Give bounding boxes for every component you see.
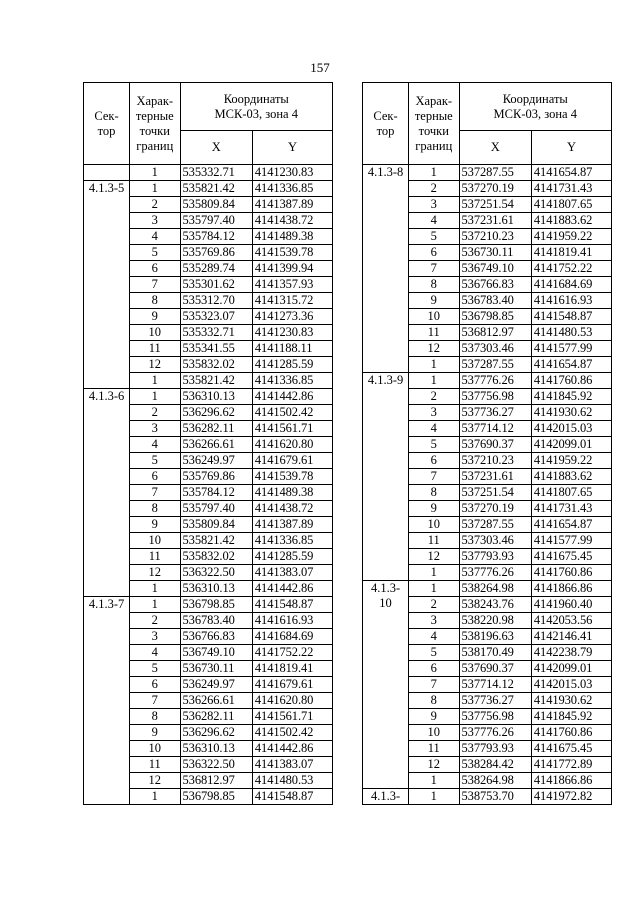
x-cell: 536310.13: [180, 741, 252, 757]
sector-cell: 4.1.3-7: [84, 597, 130, 805]
point-cell: 1: [130, 165, 180, 181]
x-cell: 535809.84: [180, 517, 252, 533]
point-cell: 3: [409, 613, 459, 629]
y-cell: 4142015.03: [531, 677, 611, 693]
point-cell: 8: [130, 709, 180, 725]
point-cell: 6: [130, 677, 180, 693]
y-cell: 4141620.80: [252, 693, 332, 709]
header-x: X: [180, 131, 252, 165]
header-points: Харак- терные точки границ: [409, 83, 459, 165]
y-cell: 4142238.79: [531, 645, 611, 661]
point-cell: 10: [130, 741, 180, 757]
point-cell: 12: [130, 773, 180, 789]
point-cell: 7: [409, 261, 459, 277]
x-cell: 535784.12: [180, 485, 252, 501]
point-cell: 4: [409, 213, 459, 229]
x-cell: 537793.93: [459, 741, 531, 757]
point-cell: 7: [409, 469, 459, 485]
x-cell: 538284.42: [459, 757, 531, 773]
y-cell: 4141577.99: [531, 533, 611, 549]
sector-cell: 4.1.3- 10: [363, 581, 409, 789]
y-cell: 4141731.43: [531, 501, 611, 517]
y-cell: 4141959.22: [531, 229, 611, 245]
y-cell: 4141315.72: [252, 293, 332, 309]
point-cell: 11: [130, 549, 180, 565]
x-cell: 536310.13: [180, 581, 252, 597]
point-cell: 8: [409, 277, 459, 293]
x-cell: 536783.40: [459, 293, 531, 309]
x-cell: 537251.54: [459, 485, 531, 501]
point-cell: 1: [409, 373, 459, 389]
y-cell: 4141930.62: [531, 693, 611, 709]
x-cell: 537690.37: [459, 661, 531, 677]
x-cell: 537210.23: [459, 229, 531, 245]
point-cell: 12: [409, 341, 459, 357]
point-cell: 3: [130, 213, 180, 229]
table-row: [84, 181, 333, 197]
point-cell: 1: [409, 581, 459, 597]
point-cell: 6: [409, 245, 459, 261]
point-cell: 5: [409, 645, 459, 661]
point-cell: 8: [130, 293, 180, 309]
page-number: 157: [310, 60, 330, 75]
x-cell: 535821.42: [180, 181, 252, 197]
x-cell: 535323.07: [180, 309, 252, 325]
x-cell: 535341.55: [180, 341, 252, 357]
table-row: [84, 165, 333, 181]
point-cell: 1: [409, 789, 459, 805]
x-cell: 535332.71: [180, 325, 252, 341]
x-cell: 535809.84: [180, 197, 252, 213]
point-cell: 2: [130, 613, 180, 629]
x-cell: 536766.83: [180, 629, 252, 645]
x-cell: 536322.50: [180, 565, 252, 581]
x-cell: 537303.46: [459, 341, 531, 357]
y-cell: 4141760.86: [531, 725, 611, 741]
point-cell: 8: [130, 501, 180, 517]
x-cell: 535769.86: [180, 469, 252, 485]
point-cell: 7: [130, 693, 180, 709]
point-cell: 5: [409, 229, 459, 245]
y-cell: 4141188.11: [252, 341, 332, 357]
sector-cell: 4.1.3-6: [84, 389, 130, 597]
x-cell: 536730.11: [459, 245, 531, 261]
point-cell: 3: [130, 421, 180, 437]
header-x: X: [459, 131, 531, 165]
x-cell: 537736.27: [459, 693, 531, 709]
y-cell: 4141489.38: [252, 229, 332, 245]
x-cell: 535769.86: [180, 245, 252, 261]
header-sector: Сек- тор: [363, 83, 409, 165]
point-cell: 4: [409, 629, 459, 645]
point-cell: 8: [409, 693, 459, 709]
table-row: [84, 597, 333, 613]
y-cell: 4141285.59: [252, 549, 332, 565]
x-cell: 536282.11: [180, 421, 252, 437]
sector-cell: 4.1.3-: [363, 789, 409, 805]
y-cell: 4141616.93: [531, 293, 611, 309]
point-cell: 1: [130, 389, 180, 405]
point-cell: 5: [130, 245, 180, 261]
y-cell: 4141654.87: [531, 357, 611, 373]
x-cell: 536249.97: [180, 453, 252, 469]
x-cell: 536296.62: [180, 405, 252, 421]
y-cell: 4141502.42: [252, 405, 332, 421]
header-points: Харак- терные точки границ: [130, 83, 180, 165]
table-row: [363, 581, 612, 597]
x-cell: 538264.98: [459, 773, 531, 789]
y-cell: 4141883.62: [531, 469, 611, 485]
point-cell: 11: [409, 741, 459, 757]
x-cell: 537270.19: [459, 181, 531, 197]
x-cell: 537210.23: [459, 453, 531, 469]
point-cell: 5: [409, 437, 459, 453]
sector-cell: 4.1.3-8: [363, 165, 409, 373]
y-cell: 4141819.41: [252, 661, 332, 677]
y-cell: 4141561.71: [252, 421, 332, 437]
y-cell: 4141399.94: [252, 261, 332, 277]
point-cell: 11: [409, 325, 459, 341]
point-cell: 10: [409, 517, 459, 533]
point-cell: 1: [130, 181, 180, 197]
point-cell: 1: [130, 789, 180, 805]
point-cell: 3: [409, 197, 459, 213]
y-cell: 4141442.86: [252, 389, 332, 405]
point-cell: 5: [130, 453, 180, 469]
x-cell: 536310.13: [180, 389, 252, 405]
y-cell: 4141866.86: [531, 773, 611, 789]
y-cell: 4142053.56: [531, 613, 611, 629]
point-cell: 2: [130, 405, 180, 421]
y-cell: 4141959.22: [531, 453, 611, 469]
y-cell: 4141480.53: [252, 773, 332, 789]
y-cell: 4141357.93: [252, 277, 332, 293]
x-cell: 537776.26: [459, 373, 531, 389]
x-cell: 537287.55: [459, 357, 531, 373]
y-cell: 4141548.87: [252, 789, 332, 805]
y-cell: 4141383.07: [252, 757, 332, 773]
y-cell: 4141654.87: [531, 517, 611, 533]
point-cell: 12: [130, 565, 180, 581]
x-cell: 535797.40: [180, 501, 252, 517]
y-cell: 4141819.41: [531, 245, 611, 261]
header-sector: Сек- тор: [84, 83, 130, 165]
x-cell: 535301.62: [180, 277, 252, 293]
point-cell: 3: [409, 405, 459, 421]
y-cell: 4142099.01: [531, 437, 611, 453]
y-cell: 4141845.92: [531, 709, 611, 725]
x-cell: 538196.63: [459, 629, 531, 645]
y-cell: 4141930.62: [531, 405, 611, 421]
y-cell: 4141752.22: [252, 645, 332, 661]
point-cell: 4: [130, 229, 180, 245]
table-row: [363, 373, 612, 389]
table-row: [84, 389, 333, 405]
y-cell: 4141442.86: [252, 741, 332, 757]
y-cell: 4141752.22: [531, 261, 611, 277]
y-cell: 4141230.83: [252, 325, 332, 341]
x-cell: 535821.42: [180, 533, 252, 549]
x-cell: 537287.55: [459, 165, 531, 181]
x-cell: 536783.40: [180, 613, 252, 629]
y-cell: 4141760.86: [531, 565, 611, 581]
y-cell: 4141577.99: [531, 341, 611, 357]
y-cell: 4141654.87: [531, 165, 611, 181]
y-cell: 4142099.01: [531, 661, 611, 677]
point-cell: 2: [409, 389, 459, 405]
header-coords: Координаты МСК-03, зона 4: [459, 83, 611, 131]
y-cell: 4141760.86: [531, 373, 611, 389]
y-cell: 4142146.41: [531, 629, 611, 645]
y-cell: 4141620.80: [252, 437, 332, 453]
x-cell: 537231.61: [459, 469, 531, 485]
point-cell: 4: [409, 421, 459, 437]
y-cell: 4142015.03: [531, 421, 611, 437]
point-cell: 4: [130, 645, 180, 661]
coordinates-table-right: [362, 82, 612, 805]
x-cell: 538753.70: [459, 789, 531, 805]
x-cell: 536749.10: [180, 645, 252, 661]
point-cell: 9: [409, 501, 459, 517]
x-cell: 536296.62: [180, 725, 252, 741]
y-cell: 4141502.42: [252, 725, 332, 741]
header-y: Y: [252, 131, 332, 165]
header-coords: Координаты МСК-03, зона 4: [180, 83, 332, 131]
x-cell: 537776.26: [459, 725, 531, 741]
point-cell: 11: [130, 341, 180, 357]
point-cell: 10: [130, 325, 180, 341]
point-cell: 7: [409, 677, 459, 693]
coordinates-table-left: [83, 82, 333, 805]
y-cell: 4141684.69: [252, 629, 332, 645]
y-cell: 4141548.87: [531, 309, 611, 325]
y-cell: 4141480.53: [531, 325, 611, 341]
point-cell: 9: [130, 725, 180, 741]
y-cell: 4141383.07: [252, 565, 332, 581]
y-cell: 4141866.86: [531, 581, 611, 597]
x-cell: 535312.70: [180, 293, 252, 309]
point-cell: 5: [130, 661, 180, 677]
x-cell: 535797.40: [180, 213, 252, 229]
point-cell: 2: [409, 597, 459, 613]
y-cell: 4141675.45: [531, 549, 611, 565]
point-cell: 6: [409, 453, 459, 469]
x-cell: 536798.85: [180, 597, 252, 613]
point-cell: 6: [409, 661, 459, 677]
point-cell: 1: [409, 357, 459, 373]
point-cell: 9: [409, 709, 459, 725]
point-cell: 10: [130, 533, 180, 549]
x-cell: 536730.11: [180, 661, 252, 677]
y-cell: 4141679.61: [252, 677, 332, 693]
table-row: [363, 165, 612, 181]
sector-cell: 4.1.3-9: [363, 373, 409, 581]
point-cell: 1: [130, 597, 180, 613]
x-cell: 536266.61: [180, 693, 252, 709]
y-cell: 4141489.38: [252, 485, 332, 501]
y-cell: 4141336.85: [252, 533, 332, 549]
x-cell: 537793.93: [459, 549, 531, 565]
point-cell: 11: [409, 533, 459, 549]
point-cell: 11: [130, 757, 180, 773]
x-cell: 536266.61: [180, 437, 252, 453]
sector-cell: [84, 165, 130, 181]
x-cell: 535784.12: [180, 229, 252, 245]
x-cell: 535832.02: [180, 357, 252, 373]
y-cell: 4141336.85: [252, 181, 332, 197]
x-cell: 535832.02: [180, 549, 252, 565]
x-cell: 536322.50: [180, 757, 252, 773]
y-cell: 4141684.69: [531, 277, 611, 293]
x-cell: 538264.98: [459, 581, 531, 597]
y-cell: 4141548.87: [252, 597, 332, 613]
y-cell: 4141438.72: [252, 213, 332, 229]
x-cell: 537736.27: [459, 405, 531, 421]
x-cell: 537714.12: [459, 677, 531, 693]
x-cell: 536766.83: [459, 277, 531, 293]
point-cell: 6: [130, 261, 180, 277]
y-cell: 4141285.59: [252, 357, 332, 373]
x-cell: 535289.74: [180, 261, 252, 277]
y-cell: 4141807.65: [531, 485, 611, 501]
y-cell: 4141442.86: [252, 581, 332, 597]
point-cell: 2: [409, 181, 459, 197]
x-cell: 537251.54: [459, 197, 531, 213]
x-cell: 536798.85: [180, 789, 252, 805]
y-cell: 4141539.78: [252, 245, 332, 261]
table-row: [363, 789, 612, 805]
point-cell: 2: [130, 197, 180, 213]
point-cell: 8: [409, 485, 459, 501]
y-cell: 4141675.45: [531, 741, 611, 757]
point-cell: 1: [130, 373, 180, 389]
point-cell: 4: [130, 437, 180, 453]
y-cell: 4141731.43: [531, 181, 611, 197]
y-cell: 4141679.61: [252, 453, 332, 469]
point-cell: 1: [409, 165, 459, 181]
y-cell: 4141616.93: [252, 613, 332, 629]
x-cell: 538220.98: [459, 613, 531, 629]
point-cell: 10: [409, 725, 459, 741]
y-cell: 4141807.65: [531, 197, 611, 213]
point-cell: 1: [409, 565, 459, 581]
point-cell: 9: [409, 293, 459, 309]
point-cell: 12: [409, 757, 459, 773]
y-cell: 4141972.82: [531, 789, 611, 805]
x-cell: 537303.46: [459, 533, 531, 549]
x-cell: 536812.97: [459, 325, 531, 341]
y-cell: 4141387.89: [252, 517, 332, 533]
x-cell: 537756.98: [459, 389, 531, 405]
x-cell: 538243.76: [459, 597, 531, 613]
y-cell: 4141772.89: [531, 757, 611, 773]
point-cell: 9: [130, 309, 180, 325]
point-cell: 3: [130, 629, 180, 645]
point-cell: 12: [130, 357, 180, 373]
x-cell: 536812.97: [180, 773, 252, 789]
y-cell: 4141273.36: [252, 309, 332, 325]
y-cell: 4141845.92: [531, 389, 611, 405]
y-cell: 4141883.62: [531, 213, 611, 229]
x-cell: 537714.12: [459, 421, 531, 437]
point-cell: 7: [130, 485, 180, 501]
point-cell: 1: [130, 581, 180, 597]
point-cell: 1: [409, 773, 459, 789]
y-cell: 4141960.40: [531, 597, 611, 613]
x-cell: 537776.26: [459, 565, 531, 581]
x-cell: 537287.55: [459, 517, 531, 533]
y-cell: 4141438.72: [252, 501, 332, 517]
x-cell: 536249.97: [180, 677, 252, 693]
x-cell: 538170.49: [459, 645, 531, 661]
x-cell: 537270.19: [459, 501, 531, 517]
y-cell: 4141561.71: [252, 709, 332, 725]
point-cell: 9: [130, 517, 180, 533]
x-cell: 537690.37: [459, 437, 531, 453]
x-cell: 537231.61: [459, 213, 531, 229]
point-cell: 6: [130, 469, 180, 485]
point-cell: 7: [130, 277, 180, 293]
x-cell: 536749.10: [459, 261, 531, 277]
x-cell: 536282.11: [180, 709, 252, 725]
header-y: Y: [531, 131, 611, 165]
y-cell: 4141539.78: [252, 469, 332, 485]
y-cell: 4141230.83: [252, 165, 332, 181]
x-cell: 537756.98: [459, 709, 531, 725]
x-cell: 536798.85: [459, 309, 531, 325]
point-cell: 12: [409, 549, 459, 565]
y-cell: 4141387.89: [252, 197, 332, 213]
point-cell: 10: [409, 309, 459, 325]
sector-cell: 4.1.3-5: [84, 181, 130, 389]
x-cell: 535821.42: [180, 373, 252, 389]
y-cell: 4141336.85: [252, 373, 332, 389]
x-cell: 535332.71: [180, 165, 252, 181]
